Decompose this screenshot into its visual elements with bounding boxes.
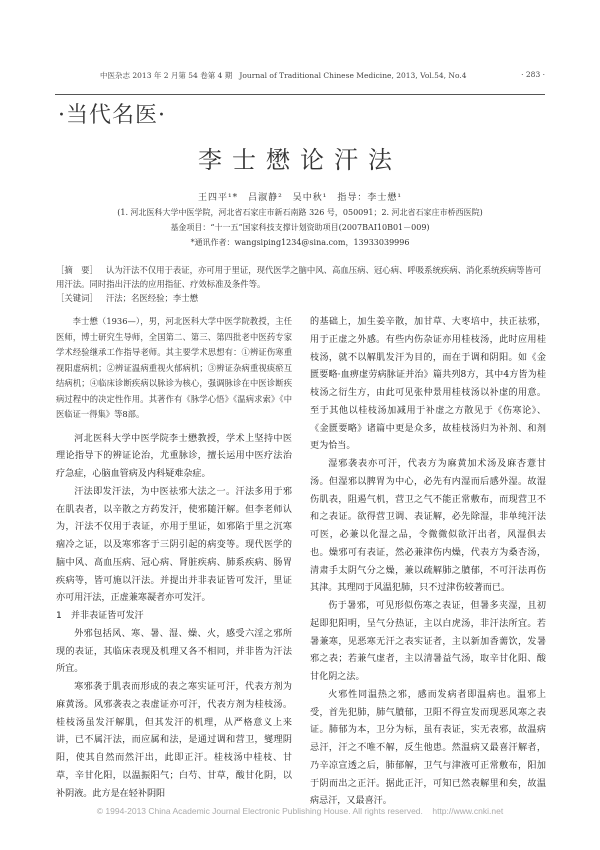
journal-en: Journal of Traditional Chinese Medicine, 2013, Vol.54, No.4 xyxy=(239,71,467,80)
paragraph: 的基础上，加生姜辛散，加甘草、大枣培中，扶正祛邪，用于正虚之外感。有些内伤杂证亦用桂枝汤，此时应用桂枝汤，就不以解肌发汗为目的，而在于调和阴阳。如《金匮要略·血痹虚劳病脉证并治》篇共列8方，其中4方皆为桂枝汤之衍生方，由此可见张仲景用桂枝汤以补虚的用意。至于其他以桂枝汤加减用于补虚之方散见于《伤寒论》、《金匮要略》诸篇中更是众多，故桂枝汤归为补剂、和剂更为恰当。 xyxy=(310,317,546,452)
page-number: · 283 · xyxy=(521,70,545,79)
affiliation: (1. 河北医科大学中医学院，河北省石家庄市新石南路 326 号，050091；2. 河北省石家庄市桥西医院) xyxy=(117,208,483,217)
fund: 基金项目：“十一五”国家科技支撑计划资助项目(2007BAI10B01－009) xyxy=(170,223,430,232)
left-column xyxy=(56,314,292,803)
paragraph: 伤于暑邪，可见形似伤寒之表证，但暑多夹湿，且初起即犯阳明，呈气分热证，主以白虎汤，非汗法所宜。若暑兼寒，见恶寒无汗之表实证者，主以新加香薷饮，发暑邪之表；若兼气虚者，主以清暑益气汤，取辛甘化阳、酸甘化阴之法。 xyxy=(310,601,546,682)
correspondence: *通讯作者：wangsiping1234@sina.com，13933039996 xyxy=(190,238,410,247)
journal-cn: 中医杂志 2013 年 2 月第 54 卷第 4 期 xyxy=(100,71,233,80)
paragraph: 外邪包括风、寒、暑、湿、燥、火，感受六淫之邪所现的表证，其临床表现及机理又各不相同，并非皆为汗法所宜。 xyxy=(56,628,292,675)
paragraph: 湿邪袭表亦可汗，代表方为麻黄加术汤及麻杏薏甘汤。但湿邪以脾胃为中心，必先有内湿而后感外湿。故湿伤肌表，阻遏气机，营卫之气不能正常敷布，而现营卫不和之表证。欲得营卫调、表证解，必先除湿，非单纯汗法可医，必兼以化湿之品，令微微似欲汗出者，风湿俱去也。燥邪可有表证，然必兼津伤内燥，代表方为桑杏汤，清肃手太阴气分之燥，兼以疏解肺之膹郁，不可汗法再伤其津。其理同于风温犯肺，只不过津伤较著而已。 xyxy=(310,459,546,594)
paragraph: 寒邪袭于肌表而形成的表之寒实证可汗，代表方剂为麻黄汤。风邪袭表之表虚证亦可汗，代表方剂为桂枝汤。桂枝汤虽发汗解肌，但其发汗的机理，从严格意义上来讲，已不属汗法，而应属和法，是通过调和营卫，燮理阴阳，使其自然而然汗出，此即正汗。桂枝汤中桂枝、甘草，辛甘化阳，以温振阳气；白芍、甘草，酸甘化阴，以补阴液。此方是在轻补阴阳 xyxy=(56,682,292,799)
article-title: 李士懋论汗法 xyxy=(198,146,402,174)
author-bio: 李士懋（1936—），男，河北医科大学中医学院教授，主任医师，博士研究生导师，全国第二、第三、第四批老中医药专家学术经验继承工作指导老师。其主要学术思想有：①辨证伤寒重视阳虚病机；②辨证温病重视火郁病机；③辨证杂病重视痰瘀互结病机；④临床诊断疾病以脉诊为核心，强调脉诊在中医诊断疾病过程中的决定性作用。其著作有《脉学心悟》《温病求索》《中医临证一得集》等8部。 xyxy=(56,316,292,419)
section-label: ·当代名医· xyxy=(58,103,166,128)
header-rule xyxy=(55,94,545,95)
authors: 王四平¹* 吕淑静² 吴中秋¹ 指导：李士懋¹ xyxy=(198,193,402,203)
paragraph: 火邪性同温热之邪，感而发病者即温病也。温邪上受，首先犯肺，肺气膹郁，卫阳不得宣发而现恶风寒之表证。肺郁为本，卫分为标，虽有表证，实无表邪，故温病忌汗，汗之不唯不解，反生他患。然温病又最喜汗解者，乃辛凉宣透之后，肺郁解，卫气与津液可正常敷布，阳加于阴而出之正汗。据此正汗，可知已然表解里和矣，故温病忌汗，又最喜汗。 xyxy=(310,689,546,807)
running-header xyxy=(100,70,545,81)
right-column xyxy=(310,314,546,811)
copyright-footer: © 1994-2013 China Academic Journal Electronic Publishing House. All rights reserved. http://www.cnki.net xyxy=(96,806,504,816)
keywords: 汗法；名医经验；李士懋 xyxy=(105,293,198,303)
keywords-label: ［关键词］ xyxy=(56,293,98,303)
paragraph: 河北医科大学中医学院李士懋教授，学术上坚持中医理论指导下的辨证论治，尤重脉诊，擅长运用中医疗法治疗急症，心脑血管病及内科疑难杂症。 xyxy=(56,433,292,479)
abstract-text: 认为汗法不仅用于表证，亦可用于里证，现代医学之脑中风、高血压病、冠心病、呼吸系统疾病、消化系统疾病等皆可用汗法。同时指出汗法的应用指征、疗效标准及条件等。 xyxy=(56,265,542,289)
abstract xyxy=(56,263,546,305)
abstract-label: ［摘 要］ xyxy=(56,265,98,275)
paragraph: 汗法即发汗法，为中医祛邪大法之一。汗法多用于邪在肌表者，以辛散之方药发汗，使邪随汗解。但李老师认为，汗法不仅用于表证，亦用于里证，如邪陷于里之沉寒痼冷之证，以及寒邪客于三阴引起的病变等。现代医学的脑中风、高血压病、冠心病、肾脏疾病、肺系疾病、肠胃疾病等，皆可施以汗法。并提出并非表证皆可发汗，里证亦可用汗法，正虚兼寒凝者亦可发汗。 xyxy=(56,486,292,604)
section-heading: 1 并非表证皆可发汗 xyxy=(56,611,144,621)
